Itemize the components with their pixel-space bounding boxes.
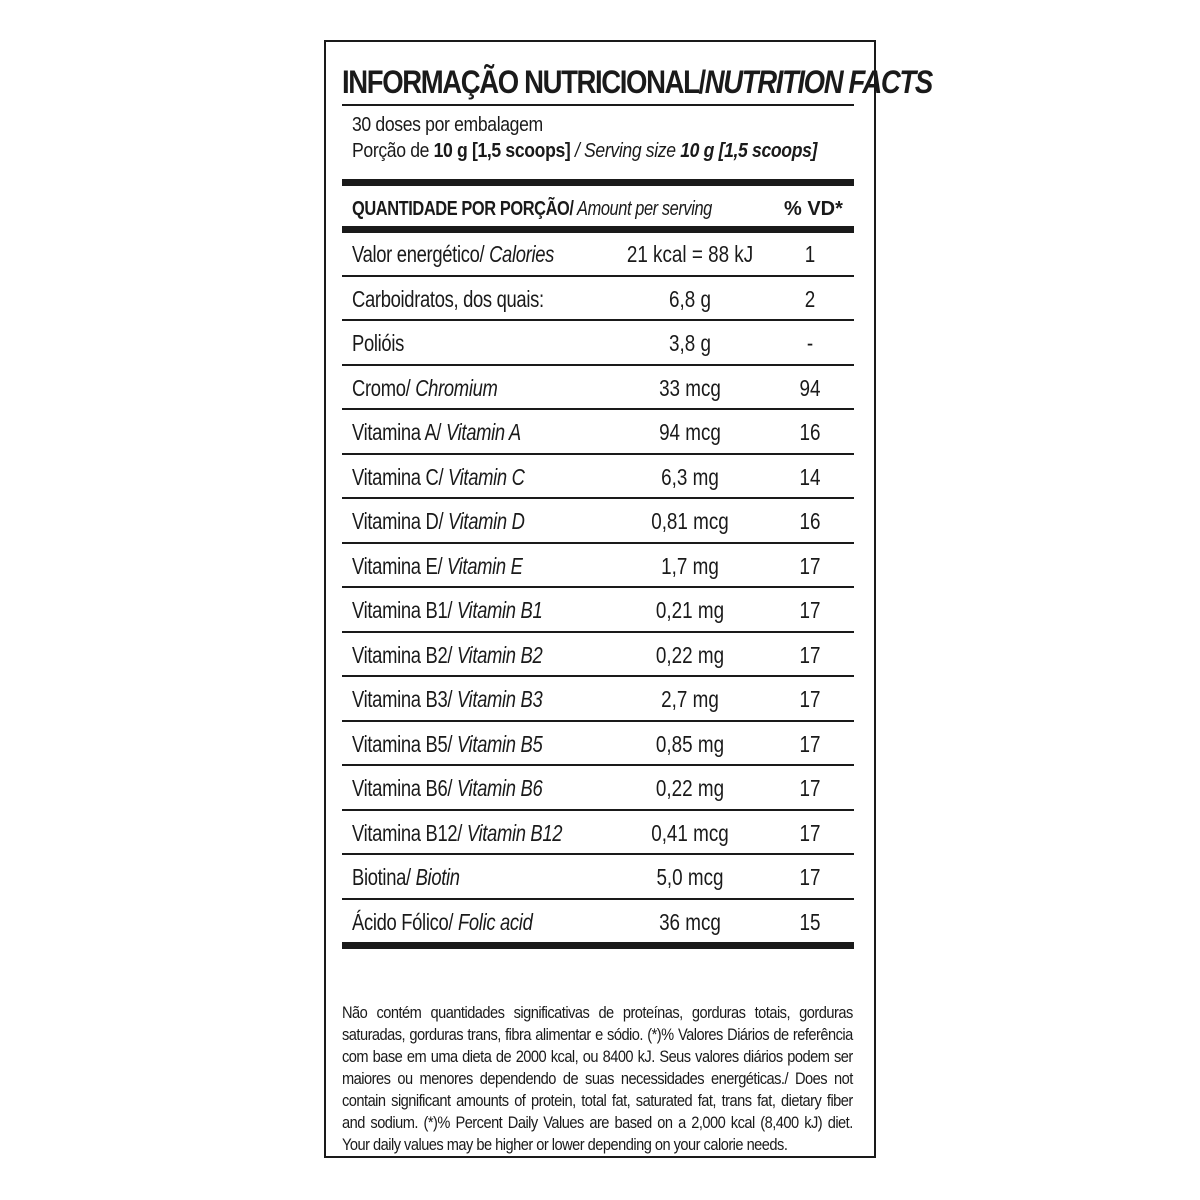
- nutrient-daily-value: 16: [799, 508, 821, 534]
- nutrient-name: [352, 410, 521, 454]
- nutrient-row: [342, 588, 854, 633]
- nutrient-amount: 0,22 mg: [655, 641, 725, 668]
- nutrient-name-en: Vitamin B6: [452, 775, 543, 801]
- nutrient-name: [352, 722, 542, 766]
- nutrient-name: [352, 633, 542, 677]
- nutrient-name: [352, 766, 542, 810]
- nutrient-name: [352, 455, 525, 499]
- portion-en-value: 10 g [1,5 scoops]: [680, 140, 818, 162]
- nutrient-row: [342, 321, 854, 366]
- nutrient-name-en: Folic acid: [453, 908, 533, 935]
- nutrient-name-en: Vitamin A: [441, 419, 521, 445]
- nutrient-amount: 0,81 mcg: [651, 508, 729, 534]
- nutrient-daily-value: 17: [799, 819, 821, 846]
- portion-pt-value: 10 g [1,5 scoops]: [433, 140, 571, 162]
- nutrient-name-pt: Vitamina B5/: [352, 730, 453, 757]
- nutrient-name-pt: Vitamina D/: [352, 508, 444, 534]
- nutrient-daily-value: 17: [799, 864, 821, 890]
- nutrient-name-pt: Carboidratos, dos quais:: [352, 285, 544, 312]
- header-top-rule: [342, 179, 854, 186]
- nutrient-amount: 0,41 mcg: [651, 819, 729, 846]
- nutrient-daily-value: 2: [804, 285, 816, 312]
- nutrient-amount: 94 mcg: [659, 419, 721, 445]
- nutrient-amount: 36 mcg: [659, 908, 721, 935]
- portion-en-prefix: / Serving size: [570, 140, 681, 162]
- nutrient-daily-value: 17: [799, 641, 821, 668]
- footnote: [342, 1002, 854, 1156]
- nutrient-name: [352, 232, 554, 276]
- daily-value-header: % VD*: [784, 198, 843, 220]
- nutrient-table: [342, 232, 854, 949]
- footnote-text: Não contém quantidades significativas de proteínas, gorduras totais, gorduras saturadas, gorduras trans, fibra alimentar e sódio. (*)% Valores Diários de referência com base em uma dieta de 2000 kcal, ou 8400 kJ. Seus valores diários podem ser maiores ou menores dependendo de suas necessidades energéticas./ Does not contain significant amounts of protein, total fat, saturated fat, trans fat, dietary fiber and sodium. (*)% Percent Daily Values are based on a 2,000 kcal (8,400 kJ) diet. Your daily values may be higher or lower depending on your calorie needs.: [342, 1003, 853, 1154]
- nutrient-name-pt: Biotina/: [352, 864, 411, 890]
- nutrient-amount: 6,3 mg: [661, 463, 719, 490]
- nutrient-row: [342, 900, 854, 949]
- nutrient-name-en: Vitamin B1: [452, 597, 543, 623]
- nutrient-name: [352, 321, 404, 365]
- nutrient-daily-value: 1: [804, 241, 816, 267]
- nutrient-name-pt: Cromo/: [352, 374, 411, 401]
- nutrient-row: [342, 455, 854, 500]
- nutrient-name-pt: Vitamina C/: [352, 463, 444, 490]
- serving-size: [352, 139, 817, 163]
- nutrient-name-pt: Valor energético/: [352, 241, 485, 267]
- nutrient-amount: 6,8 g: [669, 285, 711, 312]
- nutrient-row: [342, 677, 854, 722]
- nutrient-amount: 2,7 mg: [661, 686, 719, 712]
- nutrient-row: [342, 855, 854, 900]
- nutrient-amount: 0,22 mg: [655, 775, 725, 801]
- nutrient-name: [352, 811, 562, 855]
- nutrient-name-pt: Vitamina B6/: [352, 775, 453, 801]
- nutrient-name: [352, 855, 460, 899]
- portion-pt-prefix: Porção de: [352, 140, 434, 162]
- nutrition-label-content: [342, 42, 932, 1156]
- nutrient-row: [342, 811, 854, 856]
- nutrient-name-pt: Vitamina B1/: [352, 597, 453, 623]
- title-english: NUTRITION FACTS: [704, 64, 932, 100]
- nutrient-name: [352, 677, 542, 721]
- nutrient-name-pt: Ácido Fólico/: [352, 908, 454, 935]
- nutrient-name: [352, 499, 525, 543]
- nutrient-row: [342, 410, 854, 455]
- nutrient-row: [342, 366, 854, 411]
- nutrient-amount: 5,0 mcg: [656, 864, 724, 890]
- nutrient-name-en: Vitamin B12: [462, 819, 563, 846]
- amount-per-serving-header: [352, 192, 712, 226]
- nutrient-name: [352, 544, 523, 588]
- nutrient-amount: 0,85 mg: [655, 730, 725, 757]
- title-divider: [342, 104, 854, 106]
- nutrient-amount: 0,21 mg: [655, 597, 725, 623]
- servings-per-container: 30 doses por embalagem: [352, 114, 543, 136]
- nutrient-daily-value: 17: [799, 552, 821, 579]
- nutrient-row: [342, 722, 854, 767]
- nutrient-daily-value: 17: [799, 686, 821, 712]
- nutrient-row: [342, 766, 854, 811]
- nutrient-name-en: Vitamin C: [443, 463, 525, 490]
- nutrient-row: [342, 232, 854, 277]
- nutrient-daily-value: 17: [799, 775, 821, 801]
- nutrient-name: [352, 366, 498, 410]
- nutrient-name-pt: Vitamina B12/: [352, 819, 463, 846]
- nutrient-amount: 21 kcal = 88 kJ: [626, 241, 754, 267]
- nutrient-amount: 1,7 mg: [661, 552, 719, 579]
- nutrient-name-en: Vitamin B2: [452, 641, 543, 668]
- nutrient-row: [342, 499, 854, 544]
- nutrient-name: [352, 277, 544, 321]
- nutrient-name-pt: Vitamina E/: [352, 552, 443, 579]
- title-portuguese: INFORMAÇÃO NUTRICIONAL/: [342, 64, 705, 100]
- nutrient-name-en: Vitamin B3: [452, 686, 543, 712]
- nutrient-name-pt: Vitamina B2/: [352, 641, 453, 668]
- nutrient-amount: 33 mcg: [659, 374, 721, 401]
- nutrient-daily-value: 14: [799, 463, 821, 490]
- nutrient-name-pt: Vitamina B3/: [352, 686, 453, 712]
- nutrient-name-en: Vitamin E: [442, 552, 523, 579]
- nutrient-name-en: Vitamin D: [443, 508, 525, 534]
- nutrient-name-en: Biotin: [410, 864, 460, 890]
- nutrient-daily-value: 17: [799, 730, 821, 757]
- nutrient-daily-value: -: [806, 330, 814, 356]
- nutrient-row: [342, 277, 854, 322]
- nutrient-daily-value: 16: [799, 419, 821, 445]
- nutrient-name-pt: Polióis: [352, 330, 404, 356]
- nutrient-name-en: Chromium: [410, 374, 498, 401]
- nutrient-row: [342, 544, 854, 589]
- nutrient-name-pt: Vitamina A/: [352, 419, 442, 445]
- nutrient-name: [352, 900, 532, 944]
- nutrition-label: [324, 40, 932, 1158]
- label-title: [342, 62, 932, 102]
- nutrient-name-en: Vitamin B5: [452, 730, 543, 757]
- nutrient-daily-value: 17: [799, 597, 821, 623]
- amount-header-en: Amount per serving: [573, 198, 712, 220]
- nutrient-daily-value: 94: [799, 374, 821, 401]
- nutrient-name-en: Calories: [484, 241, 555, 267]
- nutrient-row: [342, 633, 854, 678]
- table-header: [342, 192, 854, 226]
- nutrient-daily-value: 15: [799, 908, 821, 935]
- amount-header-pt: QUANTIDADE POR PORÇÃO/: [352, 198, 574, 220]
- nutrient-amount: 3,8 g: [669, 330, 711, 356]
- nutrient-name: [352, 588, 542, 632]
